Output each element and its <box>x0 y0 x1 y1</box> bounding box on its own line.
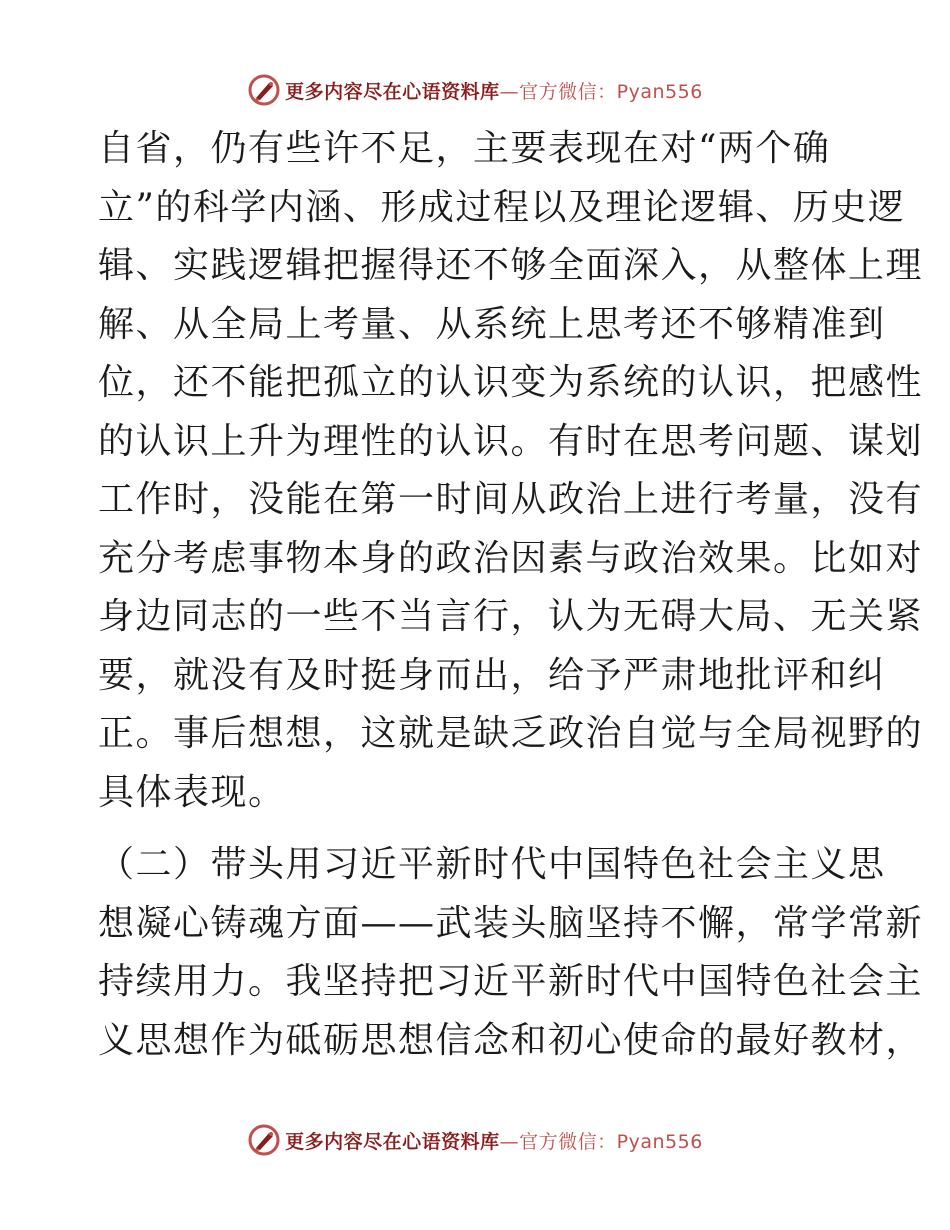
header-banner-separator: — <box>499 80 520 103</box>
header-banner <box>0 70 950 110</box>
paragraph-line: 的认识上升为理性的认识。有时在思考问题、谋划 <box>98 420 924 462</box>
paragraph-line: 充分考虑事物本身的政治因素与政治效果。比如对 <box>98 537 924 579</box>
paragraph-line: 义思想作为砥砺思想信念和初心使命的最好教材， <box>98 1019 924 1061</box>
paragraph-gap <box>98 822 852 836</box>
header-banner-main: 更多内容尽在心语资料库 <box>285 80 500 103</box>
paragraph-2 <box>98 836 924 1070</box>
paragraph-line: 要，就没有及时挺身而出，给予严肃地批评和纠 <box>98 654 886 696</box>
paragraph-1 <box>98 120 924 822</box>
pen-circle-logo-icon <box>247 73 281 107</box>
paragraph-line: 正。事后想想，这就是缺乏政治自觉与全局视野的 <box>98 713 924 754</box>
paragraph-line: 位，还不能把孤立的认识变为系统的认识，把感性 <box>98 362 924 403</box>
header-banner-contact: 官方微信：Pyan556 <box>519 80 703 103</box>
paragraph-line: 自省，仍有些许不足，主要表现在对“两个确 <box>98 128 831 169</box>
paragraph-line: 立”的科学内涵、形成过程以及理论逻辑、历史逻 <box>98 186 906 228</box>
paragraph-line: 具体表现。 <box>98 771 286 813</box>
pen-circle-logo-icon <box>247 1123 281 1157</box>
footer-banner <box>0 1120 950 1160</box>
footer-banner-contact: 官方微信：Pyan556 <box>519 1130 703 1153</box>
footer-banner-main: 更多内容尽在心语资料库 <box>285 1130 500 1153</box>
paragraph-line: 解、从全局上考量、从系统上思考还不够精准到 <box>98 303 886 345</box>
body-text <box>98 120 924 1070</box>
paragraph-line: 辑、实践逻辑把握得还不够全面深入，从整体上理 <box>98 245 924 286</box>
paragraph-line: 工作时，没能在第一时间从政治上进行考量，没有 <box>98 479 924 520</box>
paragraph-line: 身边同志的一些不当言行，认为无碍大局、无关紧 <box>98 596 924 637</box>
header-banner-text <box>285 77 703 104</box>
footer-banner-text <box>285 1127 703 1154</box>
paragraph-line: 想凝心铸魂方面——武装头脑坚持不懈，常学常新 <box>98 902 924 944</box>
footer-banner-separator: — <box>499 1130 520 1153</box>
paragraph-line: 持续用力。我坚持把习近平新时代中国特色社会主 <box>98 961 924 1002</box>
paragraph-line: （二）带头用习近平新时代中国特色社会主义思 <box>98 844 886 885</box>
